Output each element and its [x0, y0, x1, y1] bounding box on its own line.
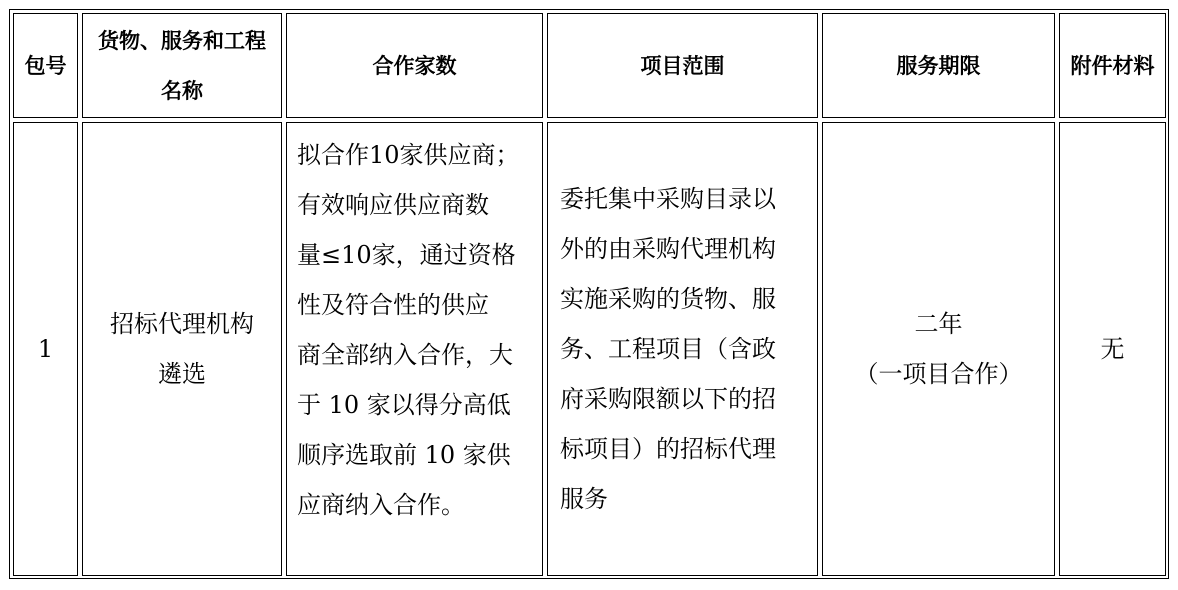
header-partners-text: 合作家数 [372, 53, 457, 78]
row-1-name [82, 122, 282, 576]
header-package-no-text: 包号 [24, 53, 67, 78]
header-scope-text: 项目范围 [640, 53, 725, 78]
header-attachments [1059, 13, 1166, 118]
header-attachments-text: 附件材料 [1070, 53, 1155, 78]
header-name-text: 货物、服务和工程 名称 [98, 28, 266, 103]
row-1-partners-text: 拟合作10家供应商； 有效响应供应商数 量≤10家，通过资格 性及符合性的供应 商全部纳入合作，大 于 10 家以得分高低 顺序选取前 10 家供 应商纳入合作。 [297, 141, 520, 519]
header-name [82, 13, 282, 118]
header-package-no [13, 13, 78, 118]
header-period [822, 13, 1055, 118]
row-1-name-text: 招标代理机构 遴选 [110, 310, 254, 388]
header-period-text: 服务期限 [896, 53, 981, 78]
header-scope [547, 13, 818, 118]
row-1-scope [547, 122, 818, 576]
row-1-attachments-text: 无 [1100, 335, 1125, 363]
row-1-attachments [1059, 122, 1166, 576]
row-1-period-text: 二年 （一项目合作） [854, 310, 1023, 388]
row-1-partners [286, 122, 543, 576]
row-1-package-no-text: 1 [37, 335, 54, 363]
row-1-period [822, 122, 1055, 576]
header-partners [286, 13, 543, 118]
row-1-package-no [13, 122, 78, 576]
row-1-scope-text: 委托集中采购目录以 外的由采购代理机构 实施采购的货物、服 务、工程项目（含政 府采购限额以下的招 标项目）的招标代理 服务 [560, 185, 776, 513]
